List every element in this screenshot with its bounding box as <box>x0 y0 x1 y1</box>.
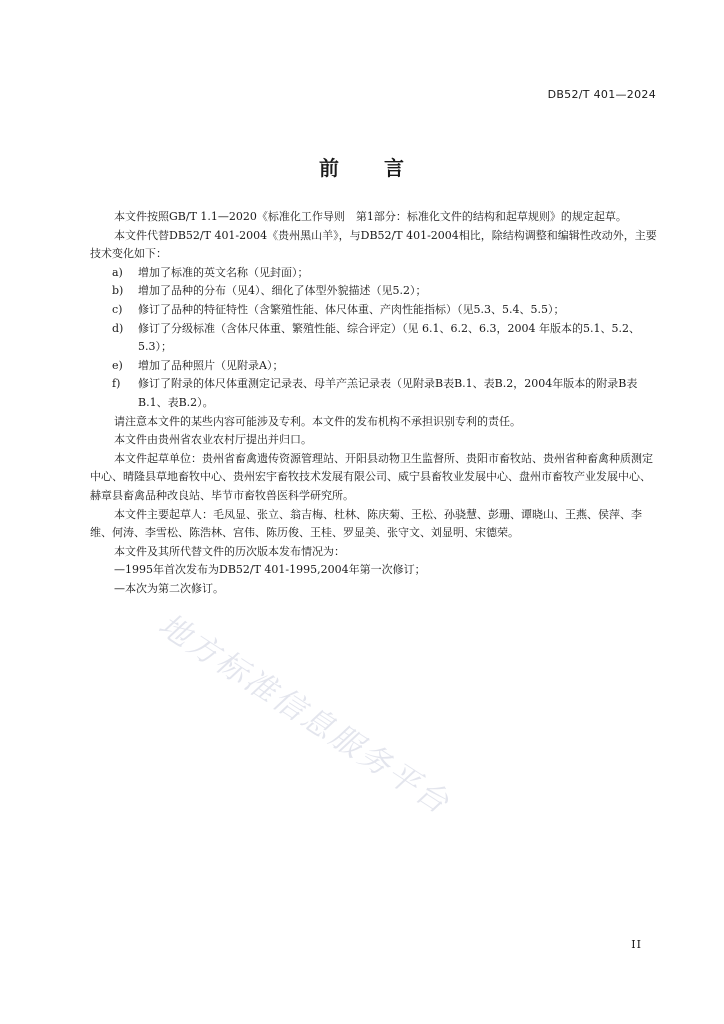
foreword-body <box>90 208 658 598</box>
change-item-a <box>90 264 658 283</box>
version-history-item: —本次为第二次修订。 <box>114 581 224 595</box>
page-title <box>0 152 724 181</box>
title-char-2: 言 <box>384 156 405 180</box>
main-drafters: 本文件主要起草人：毛凤显、张立、翁吉梅、杜林、陈庆菊、王松、孙骁慧、彭珊、谭晓山、王燕、侯萍、李维、何涛、李雪松、陈浩林、宫伟、陈历俊、王桂、罗显美、张守文、刘显明、宋德荣。 <box>90 507 642 540</box>
change-text: 增加了标准的英文名称（见封面）； <box>138 265 309 279</box>
change-text: 修订了附录的体尺体重测定记录表、母羊产羔记录表（见附录B表B.1、表B.2，2004年版本的附录B表B.1、表B.2）。 <box>138 377 638 409</box>
change-text: 修订了品种的特征特性（含繁殖性能、体尺体重、产肉性能指标）（见5.3、5.4、5.5）； <box>138 302 565 316</box>
change-marker: e) <box>112 358 123 372</box>
patent-notice: 请注意本文件的某些内容可能涉及专利。本文件的发布机构不承担识别专利的责任。 <box>114 414 521 428</box>
paragraph-replacement: 本文件代替DB52/T 401-2004《贵州黑山羊》，与DB52/T 401-2004相比，除结构调整和编辑性改动外，主要技术变化如下： <box>90 228 657 261</box>
change-item-e <box>90 357 658 376</box>
proposer-statement: 本文件由贵州省农业农村厅提出并归口。 <box>114 433 312 447</box>
change-item-d <box>90 320 658 357</box>
change-marker: d) <box>112 321 124 335</box>
version-history-intro: 本文件及其所代替文件的历次版本发布情况为： <box>114 544 345 558</box>
version-history-item: —1995年首次发布为DB52/T 401-1995,2004年第一次修订； <box>114 563 426 577</box>
change-marker: b) <box>112 284 124 298</box>
change-text: 增加了品种的分布（见4）、细化了体型外貌描述（见5.2）； <box>138 284 427 298</box>
change-item-b <box>90 282 658 301</box>
change-marker: f) <box>112 377 121 391</box>
watermark: 地方标准信息服务平台 <box>152 606 457 823</box>
change-marker: c) <box>112 302 123 316</box>
title-char-1: 前 <box>319 156 340 180</box>
document-code: DB52/T 401—2024 <box>547 88 656 101</box>
change-text: 增加了品种照片（见附录A）； <box>138 358 284 372</box>
change-item-c <box>90 301 658 320</box>
drafting-units: 本文件起草单位：贵州省畜禽遗传资源管理站、开阳县动物卫生监督所、贵阳市畜牧站、贵州省种畜禽种质测定中心、晴隆县草地畜牧中心、贵州宏宇畜牧技术发展有限公司、威宁县畜牧业发展中心、盘州市畜牧产业发展中心、赫章县畜禽品种改良站、毕节市畜牧兽医科学研究所。 <box>90 451 653 502</box>
change-item-f <box>90 375 658 412</box>
paragraph-drafting-rules: 本文件按照GB/T 1.1—2020《标准化工作导则 第1部分：标准化文件的结构和起草规则》的规定起草。 <box>114 210 627 223</box>
change-marker: a) <box>112 265 123 279</box>
change-text: 修订了分级标准（含体尺体重、繁殖性能、综合评定）（见 6.1、6.2、6.3，2004 年版本的5.1、5.2、5.3）； <box>138 321 640 354</box>
page-number: II <box>631 938 642 951</box>
